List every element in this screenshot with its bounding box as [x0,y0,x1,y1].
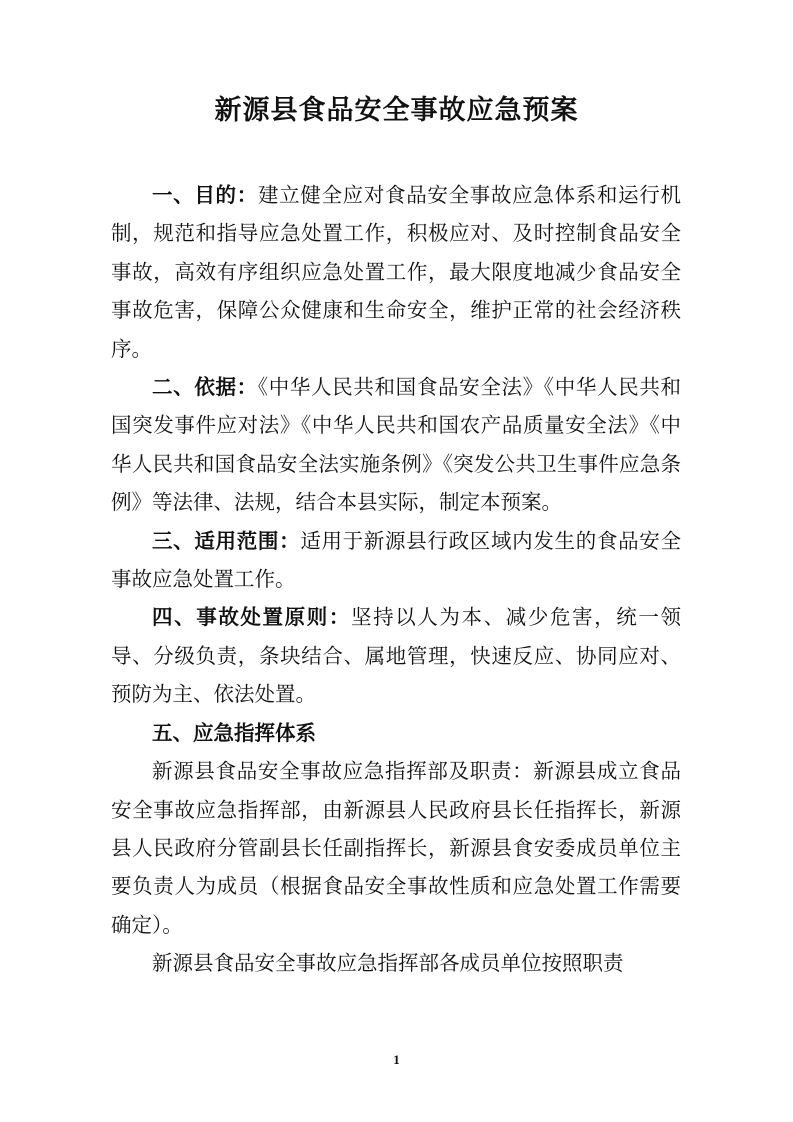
section-text: 建立健全应对食品安全事故应急体系和运行机制，规范和指导应急处置工作，积极应对、及时控制食品安全事故，高效有序组织应急处置工作，最大限度地减少食品安全事故危害，保障公众健康和生命安全，维护正常的社会经济秩序。 [111,183,681,361]
section-heading: 一、目的： [152,183,258,207]
section-text: 坚持以人为本、减少危害，统一领导、分级负责，条块结合、属地管理，快速反应、协同应对、预防为主、依法处置。 [111,605,682,707]
section-heading: 五、应急指挥体系 [152,720,316,745]
section-text: 适用于新源县行政区域内发生的食品安全事故应急处置工作。 [111,528,681,592]
paragraph-command-duties: 新源县食品安全事故应急指挥部及职责：新源县成立食品安全事故应急指挥部，由新源县人民政府县长任指挥长，新源县人民政府分管副县长任副指挥长，新源县食安委成员单位主要负责人为成员（根据食品安全事故性质和应急处置工作需要确定）。 [111,759,681,937]
page-number: 1 [393,1052,400,1067]
section-purpose [111,176,681,368]
section-heading: 四、事故处置原则： [152,605,351,630]
section-scope [111,522,681,599]
section-heading: 三、适用范围： [152,528,301,553]
document-title: 新源县食品安全事故应急预案 [214,95,579,126]
section-text: 《中华人民共和国食品安全法》《中华人民共和国突发事件应对法》《中华人民共和国农产品质量安全法》《中华人民共和国食品安全法实施条例》《突发公共卫生事件应急条例》等法律、法规，结合本县实际，制定本预案。 [111,375,682,515]
paragraph-member-units: 新源县食品安全事故应急指挥部各成员单位按照职责 [152,951,624,976]
section-heading: 二、依据： [152,375,258,400]
section-principles [111,598,681,713]
section-basis [111,368,681,522]
document-body [111,176,681,983]
section-command-system [111,714,681,752]
